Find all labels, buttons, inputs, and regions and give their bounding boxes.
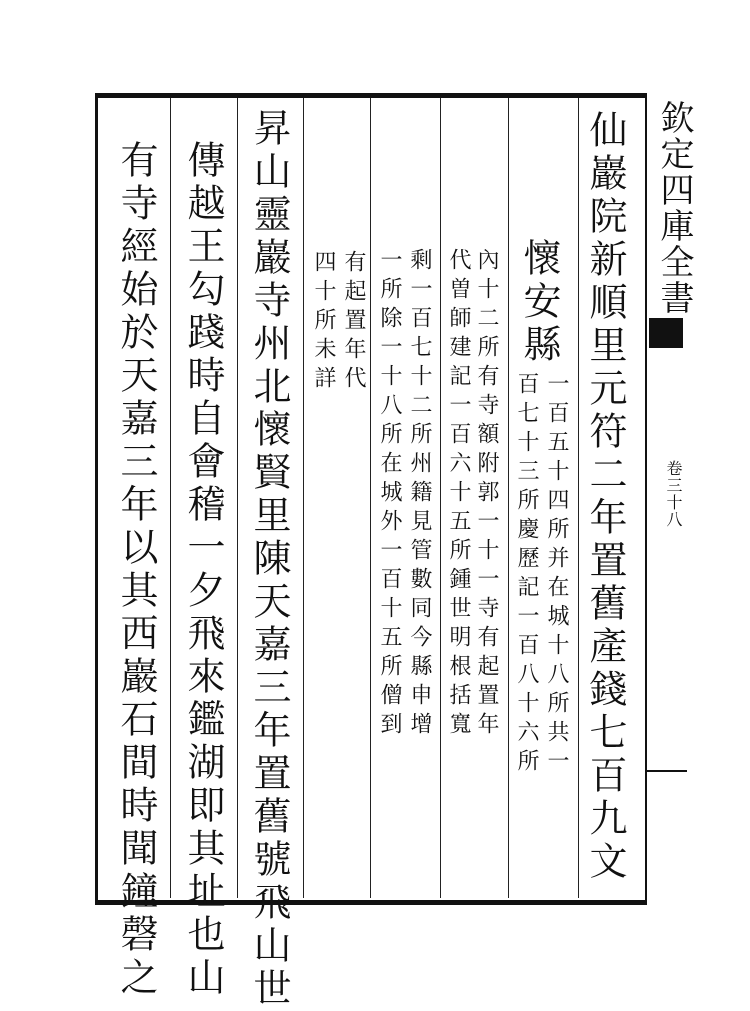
margin-book-title: 欽定四庫全書 [654,100,694,316]
column-rule [170,98,171,898]
fish-tail-mark [649,318,683,348]
text-column-5-note-right: 有起置年代 [341,250,366,395]
text-column-5-note-left: 四十所未詳 [311,250,336,395]
text-column-2-note-left: 百七十三所慶歷記一百八十六所 [514,372,539,778]
text-column-4-note-left: 一所除一十八所在城外一百十五所僧到 [377,248,402,741]
column-rule [303,98,304,898]
column-rule [440,98,441,898]
text-column-3-note-left: 代曽師建記一百六十五所鍾世明根括寬 [446,248,471,741]
column-rule [237,98,238,898]
text-column-2-note-right: 一百五十四所并在城十八所共一 [544,372,569,778]
column-rule [508,98,509,898]
text-column-3-note-right: 內十二所有寺額附郭一十一寺有起置年 [474,248,499,741]
text-column-8: 有寺經始於天嘉三年以其西巖石間時聞鐘磬之 [114,140,158,1000]
margin-volume-label: 卷三十八 [664,460,683,528]
text-column-2-heading: 懷安縣 [517,238,561,367]
column-rule [370,98,371,898]
text-column-6: 昇山靈巖寺州北懷賢里陳天嘉三年置舊號飛山世 [247,108,291,1011]
text-column-4-note-right: 剩一百七十二所州籍見管數同今縣申增 [407,248,432,741]
margin-rule [645,93,647,905]
text-column-7: 傳越王勾踐時自會稽一夕飛來鑑湖即其址也山 [181,140,225,1000]
column-rule [578,98,579,898]
margin-divider [647,770,687,772]
text-column-1: 仙巖院新順里元符二年置舊產錢七百九文 [583,110,627,884]
